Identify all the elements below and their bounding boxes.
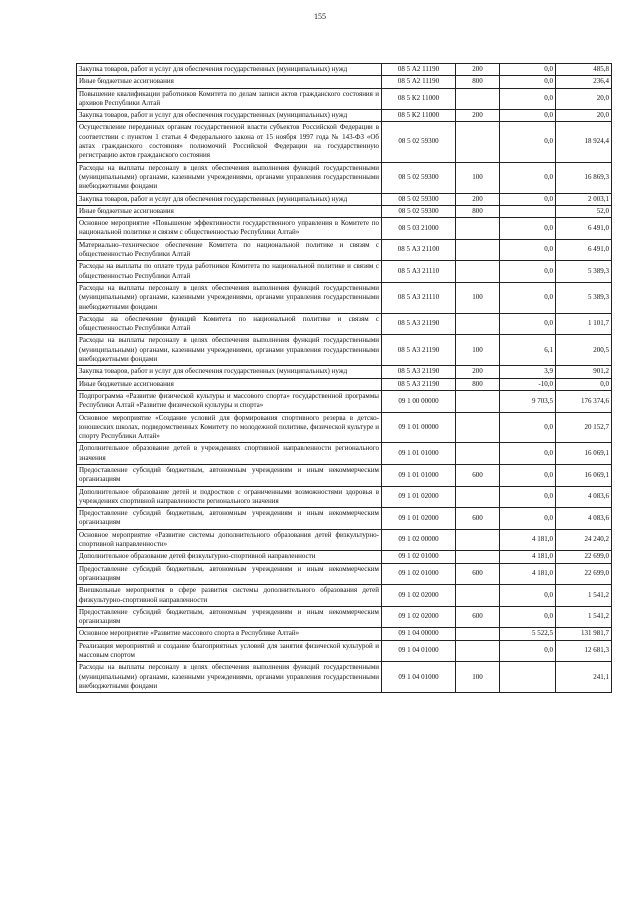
amount-total-cell: 20,0 xyxy=(556,88,612,110)
expense-type-cell: 100 xyxy=(456,162,500,193)
amount-change-cell: 0,0 xyxy=(500,239,556,261)
amount-total-cell: 20,0 xyxy=(556,110,612,122)
expense-type-cell: 200 xyxy=(456,110,500,122)
expense-name-cell: Расходы на выплаты персоналу в целях обеспечения выполнения функций государственными (муниципальными) органами, казенными учреждениями, органами управления государственными внебюджетными фондами xyxy=(77,335,382,366)
expense-name-cell: Основное мероприятие «Создание условий для формирования спортивного резерва в детско-юношеских школах, подведомственных Комитету по молодежной политике, физической культуре и спорту Республики Алтай» xyxy=(77,412,382,443)
amount-total-cell: 16 069,1 xyxy=(556,443,612,465)
target-article-code-cell: 08 5 02 59300 xyxy=(382,122,456,162)
amount-total-cell: 6 491,0 xyxy=(556,239,612,261)
expense-type-cell xyxy=(456,88,500,110)
expense-name-cell: Предоставление субсидий бюджетным, автономным учреждениям и иным некоммерческим организациям xyxy=(77,508,382,530)
amount-change-cell: 0,0 xyxy=(500,122,556,162)
expense-name-cell: Дополнительное образование детей и подростков с ограниченными возможностями здоровья в учреждениях спортивной направленности регионального значения xyxy=(77,486,382,508)
amount-change-cell: 0,0 xyxy=(500,88,556,110)
amount-change-cell: 4 181,0 xyxy=(500,551,556,563)
amount-change-cell: 0,0 xyxy=(500,585,556,607)
table-row xyxy=(77,88,612,110)
amount-total-cell: 236,4 xyxy=(556,76,612,88)
amount-change-cell: 4 181,0 xyxy=(500,563,556,585)
amount-change-cell: 0,0 xyxy=(500,162,556,193)
table-row xyxy=(77,628,612,640)
table-row xyxy=(77,122,612,162)
amount-change-cell xyxy=(500,662,556,693)
target-article-code-cell: 09 1 02 01000 xyxy=(382,563,456,585)
expense-name-cell: Повышение квалификации работников Комитета по делам записи актов гражданского состояния и архивов Республики Алтай xyxy=(77,88,382,110)
amount-change-cell: 3,9 xyxy=(500,366,556,378)
amount-total-cell: 5 389,3 xyxy=(556,261,612,283)
expense-name-cell: Дополнительное образование детей в учреждениях спортивной направленности регионального значения xyxy=(77,443,382,465)
table-row xyxy=(77,390,612,412)
expense-type-cell xyxy=(456,390,500,412)
expense-name-cell: Внешкольные мероприятия в сфере развития системы дополнительного образования детей физкультурно-спортивной направленности xyxy=(77,585,382,607)
target-article-code-cell: 09 1 01 01000 xyxy=(382,443,456,465)
amount-change-cell: 0,0 xyxy=(500,508,556,530)
table-row xyxy=(77,239,612,261)
amount-total-cell: 24 240,2 xyxy=(556,529,612,551)
table-row xyxy=(77,551,612,563)
amount-total-cell: 20 152,7 xyxy=(556,412,612,443)
table-row xyxy=(77,486,612,508)
expense-type-cell: 100 xyxy=(456,662,500,693)
table-row xyxy=(77,335,612,366)
amount-total-cell: 6 491,0 xyxy=(556,218,612,240)
expense-type-cell: 600 xyxy=(456,606,500,628)
table-row xyxy=(77,585,612,607)
amount-total-cell: 22 699,0 xyxy=(556,563,612,585)
expense-type-cell xyxy=(456,261,500,283)
expense-name-cell: Иные бюджетные ассигнования xyxy=(77,205,382,217)
amount-change-cell: 4 181,0 xyxy=(500,529,556,551)
amount-change-cell: 0,0 xyxy=(500,282,556,313)
amount-total-cell: 1 541,2 xyxy=(556,606,612,628)
amount-change-cell: 0,0 xyxy=(500,193,556,205)
table-row xyxy=(77,110,612,122)
expense-type-cell xyxy=(456,585,500,607)
expense-name-cell: Предоставление субсидий бюджетным, автономным учреждениям и иным некоммерческим организациям xyxy=(77,464,382,486)
target-article-code-cell: 09 1 00 00000 xyxy=(382,390,456,412)
target-article-code-cell: 09 1 01 02000 xyxy=(382,486,456,508)
expense-type-cell xyxy=(456,486,500,508)
expense-name-cell: Осуществление переданных органам государственной власти субъектов Российской Федерации в соответствии с пунктом 1 статьи 4 Федерального закона от 15 ноября 1997 года № 143-ФЗ «Об актах гражданского состояния» полномочий Российской Федерации на государственную регистрацию актов гражданского состояния xyxy=(77,122,382,162)
expense-type-cell: 100 xyxy=(456,282,500,313)
table-row xyxy=(77,313,612,335)
amount-change-cell: 6,1 xyxy=(500,335,556,366)
budget-table xyxy=(76,63,612,693)
amount-total-cell: 241,1 xyxy=(556,662,612,693)
amount-change-cell: 0,0 xyxy=(500,606,556,628)
target-article-code-cell: 08 5 02 59300 xyxy=(382,162,456,193)
target-article-code-cell: 09 1 04 00000 xyxy=(382,628,456,640)
amount-change-cell: -10,0 xyxy=(500,378,556,390)
expense-type-cell xyxy=(456,122,500,162)
amount-total-cell: 52,0 xyxy=(556,205,612,217)
table-row xyxy=(77,563,612,585)
amount-change-cell: 9 703,5 xyxy=(500,390,556,412)
amount-total-cell: 0,0 xyxy=(556,378,612,390)
expense-name-cell: Подпрограмма «Развитие физической культуры и массового спорта» государственной программы Республики Алтай «Развитие физической культуры и спорта» xyxy=(77,390,382,412)
target-article-code-cell: 09 1 02 02000 xyxy=(382,585,456,607)
expense-name-cell: Закупка товаров, работ и услуг для обеспечения государственных (муниципальных) нужд xyxy=(77,64,382,76)
expense-type-cell xyxy=(456,218,500,240)
target-article-code-cell: 09 1 04 01000 xyxy=(382,640,456,662)
amount-total-cell: 1 541,2 xyxy=(556,585,612,607)
expense-type-cell xyxy=(456,551,500,563)
target-article-code-cell: 09 1 02 00000 xyxy=(382,529,456,551)
expense-name-cell: Основное мероприятие «Развитие системы дополнительного образования детей физкультурно-спортивной направленности» xyxy=(77,529,382,551)
amount-total-cell: 18 924,4 xyxy=(556,122,612,162)
expense-type-cell xyxy=(456,412,500,443)
amount-total-cell: 22 699,0 xyxy=(556,551,612,563)
amount-total-cell: 2 003,1 xyxy=(556,193,612,205)
amount-change-cell: 0,0 xyxy=(500,464,556,486)
target-article-code-cell: 08 5 А3 21100 xyxy=(382,239,456,261)
expense-type-cell: 800 xyxy=(456,205,500,217)
amount-total-cell: 176 374,6 xyxy=(556,390,612,412)
amount-total-cell: 16 869,3 xyxy=(556,162,612,193)
expense-type-cell: 100 xyxy=(456,335,500,366)
target-article-code-cell: 08 5 А2 11190 xyxy=(382,64,456,76)
expense-type-cell xyxy=(456,239,500,261)
expense-type-cell: 600 xyxy=(456,563,500,585)
expense-type-cell: 200 xyxy=(456,64,500,76)
table-row xyxy=(77,282,612,313)
target-article-code-cell: 08 5 02 59300 xyxy=(382,205,456,217)
table-row xyxy=(77,193,612,205)
expense-name-cell: Иные бюджетные ассигнования xyxy=(77,378,382,390)
target-article-code-cell: 09 1 01 01000 xyxy=(382,464,456,486)
target-article-code-cell: 08 5 А3 21190 xyxy=(382,378,456,390)
expense-type-cell: 200 xyxy=(456,366,500,378)
expense-name-cell: Закупка товаров, работ и услуг для обеспечения государственных (муниципальных) нужд xyxy=(77,110,382,122)
expense-name-cell: Предоставление субсидий бюджетным, автономным учреждениям и иным некоммерческим организациям xyxy=(77,606,382,628)
amount-total-cell: 1 101,7 xyxy=(556,313,612,335)
amount-total-cell: 12 681,3 xyxy=(556,640,612,662)
table-row xyxy=(77,76,612,88)
amount-change-cell: 0,0 xyxy=(500,313,556,335)
amount-total-cell: 16 069,1 xyxy=(556,464,612,486)
target-article-code-cell: 08 5 А2 11190 xyxy=(382,76,456,88)
expense-name-cell: Расходы на выплаты по оплате труда работников Комитета по национальной политике и связям с общественностью Республики Алтай xyxy=(77,261,382,283)
expense-type-cell xyxy=(456,313,500,335)
amount-change-cell xyxy=(500,205,556,217)
target-article-code-cell: 08 5 03 21000 xyxy=(382,218,456,240)
target-article-code-cell: 08 5 02 59300 xyxy=(382,193,456,205)
amount-change-cell: 0,0 xyxy=(500,110,556,122)
amount-change-cell: 0,0 xyxy=(500,640,556,662)
expense-name-cell: Дополнительное образование детей физкультурно-спортивной направленности xyxy=(77,551,382,563)
expense-type-cell xyxy=(456,628,500,640)
target-article-code-cell: 09 1 02 01000 xyxy=(382,551,456,563)
expense-type-cell xyxy=(456,529,500,551)
expense-type-cell: 600 xyxy=(456,508,500,530)
target-article-code-cell: 09 1 04 01000 xyxy=(382,662,456,693)
expense-type-cell: 200 xyxy=(456,193,500,205)
budget-table-body xyxy=(77,64,612,693)
target-article-code-cell: 09 1 02 02000 xyxy=(382,606,456,628)
target-article-code-cell: 08 5 А3 21190 xyxy=(382,366,456,378)
expense-name-cell: Предоставление субсидий бюджетным, автономным учреждениям и иным некоммерческим организациям xyxy=(77,563,382,585)
target-article-code-cell: 08 5 А3 21190 xyxy=(382,313,456,335)
expense-name-cell: Закупка товаров, работ и услуг для обеспечения государственных (муниципальных) нужд xyxy=(77,193,382,205)
expense-type-cell xyxy=(456,443,500,465)
target-article-code-cell: 08 5 А3 21190 xyxy=(382,335,456,366)
expense-name-cell: Расходы на выплаты персоналу в целях обеспечения выполнения функций государственными (муниципальными) органами, казенными учреждениями, органами управления государственными внебюджетными фондами xyxy=(77,162,382,193)
amount-total-cell: 5 389,3 xyxy=(556,282,612,313)
target-article-code-cell: 08 5 А3 21110 xyxy=(382,261,456,283)
table-row xyxy=(77,162,612,193)
amount-total-cell: 4 083,6 xyxy=(556,508,612,530)
amount-change-cell: 0,0 xyxy=(500,412,556,443)
expense-name-cell: Основное мероприятие «Развитие массового спорта в Республике Алтай» xyxy=(77,628,382,640)
table-row xyxy=(77,261,612,283)
table-row xyxy=(77,378,612,390)
expense-type-cell: 600 xyxy=(456,464,500,486)
expense-name-cell: Закупка товаров, работ и услуг для обеспечения государственных (муниципальных) нужд xyxy=(77,366,382,378)
amount-total-cell: 200,5 xyxy=(556,335,612,366)
table-row xyxy=(77,205,612,217)
table-row xyxy=(77,443,612,465)
target-article-code-cell: 09 1 01 00000 xyxy=(382,412,456,443)
amount-change-cell: 0,0 xyxy=(500,261,556,283)
expense-type-cell: 800 xyxy=(456,378,500,390)
target-article-code-cell: 09 1 01 02000 xyxy=(382,508,456,530)
table-row xyxy=(77,606,612,628)
amount-total-cell: 485,8 xyxy=(556,64,612,76)
expense-name-cell: Расходы на обеспечение функций Комитета по национальной политике и связям с общественностью Республики Алтай xyxy=(77,313,382,335)
page-number: 155 xyxy=(314,12,326,21)
amount-change-cell: 0,0 xyxy=(500,218,556,240)
amount-change-cell: 0,0 xyxy=(500,64,556,76)
target-article-code-cell: 08 5 К2 11000 xyxy=(382,110,456,122)
target-article-code-cell: 08 5 А3 21110 xyxy=(382,282,456,313)
table-row xyxy=(77,412,612,443)
amount-total-cell: 4 083,6 xyxy=(556,486,612,508)
table-row xyxy=(77,529,612,551)
amount-total-cell: 131 981,7 xyxy=(556,628,612,640)
expense-name-cell: Расходы на выплаты персоналу в целях обеспечения выполнения функций государственными (муниципальными) органами, казенными учреждениями, органами управления государственными внебюджетными фондами xyxy=(77,282,382,313)
table-row xyxy=(77,64,612,76)
table-row xyxy=(77,640,612,662)
table-row xyxy=(77,218,612,240)
amount-total-cell: 901,2 xyxy=(556,366,612,378)
amount-change-cell: 0,0 xyxy=(500,486,556,508)
expense-name-cell: Материально–техническое обеспечение Комитета по национальной политике и связям с общественностью Республики Алтай xyxy=(77,239,382,261)
table-row xyxy=(77,366,612,378)
amount-change-cell: 0,0 xyxy=(500,76,556,88)
table-row xyxy=(77,464,612,486)
target-article-code-cell: 08 5 К2 11000 xyxy=(382,88,456,110)
table-row xyxy=(77,508,612,530)
expense-type-cell xyxy=(456,640,500,662)
amount-change-cell: 0,0 xyxy=(500,443,556,465)
expense-name-cell: Иные бюджетные ассигнования xyxy=(77,76,382,88)
expense-name-cell: Реализация мероприятий и создание благоприятных условий для занятия физической культурой и массовым спортом xyxy=(77,640,382,662)
expense-type-cell: 800 xyxy=(456,76,500,88)
expense-name-cell: Основное мероприятие «Повышение эффективности государственного управления в Комитете по национальной политике и связям с общественностью Республики Алтай» xyxy=(77,218,382,240)
table-row xyxy=(77,662,612,693)
expense-name-cell: Расходы на выплаты персоналу в целях обеспечения выполнения функций государственными (муниципальными) органами, казенными учреждениями, органами управления государственными внебюджетными фондами xyxy=(77,662,382,693)
amount-change-cell: 5 522,5 xyxy=(500,628,556,640)
